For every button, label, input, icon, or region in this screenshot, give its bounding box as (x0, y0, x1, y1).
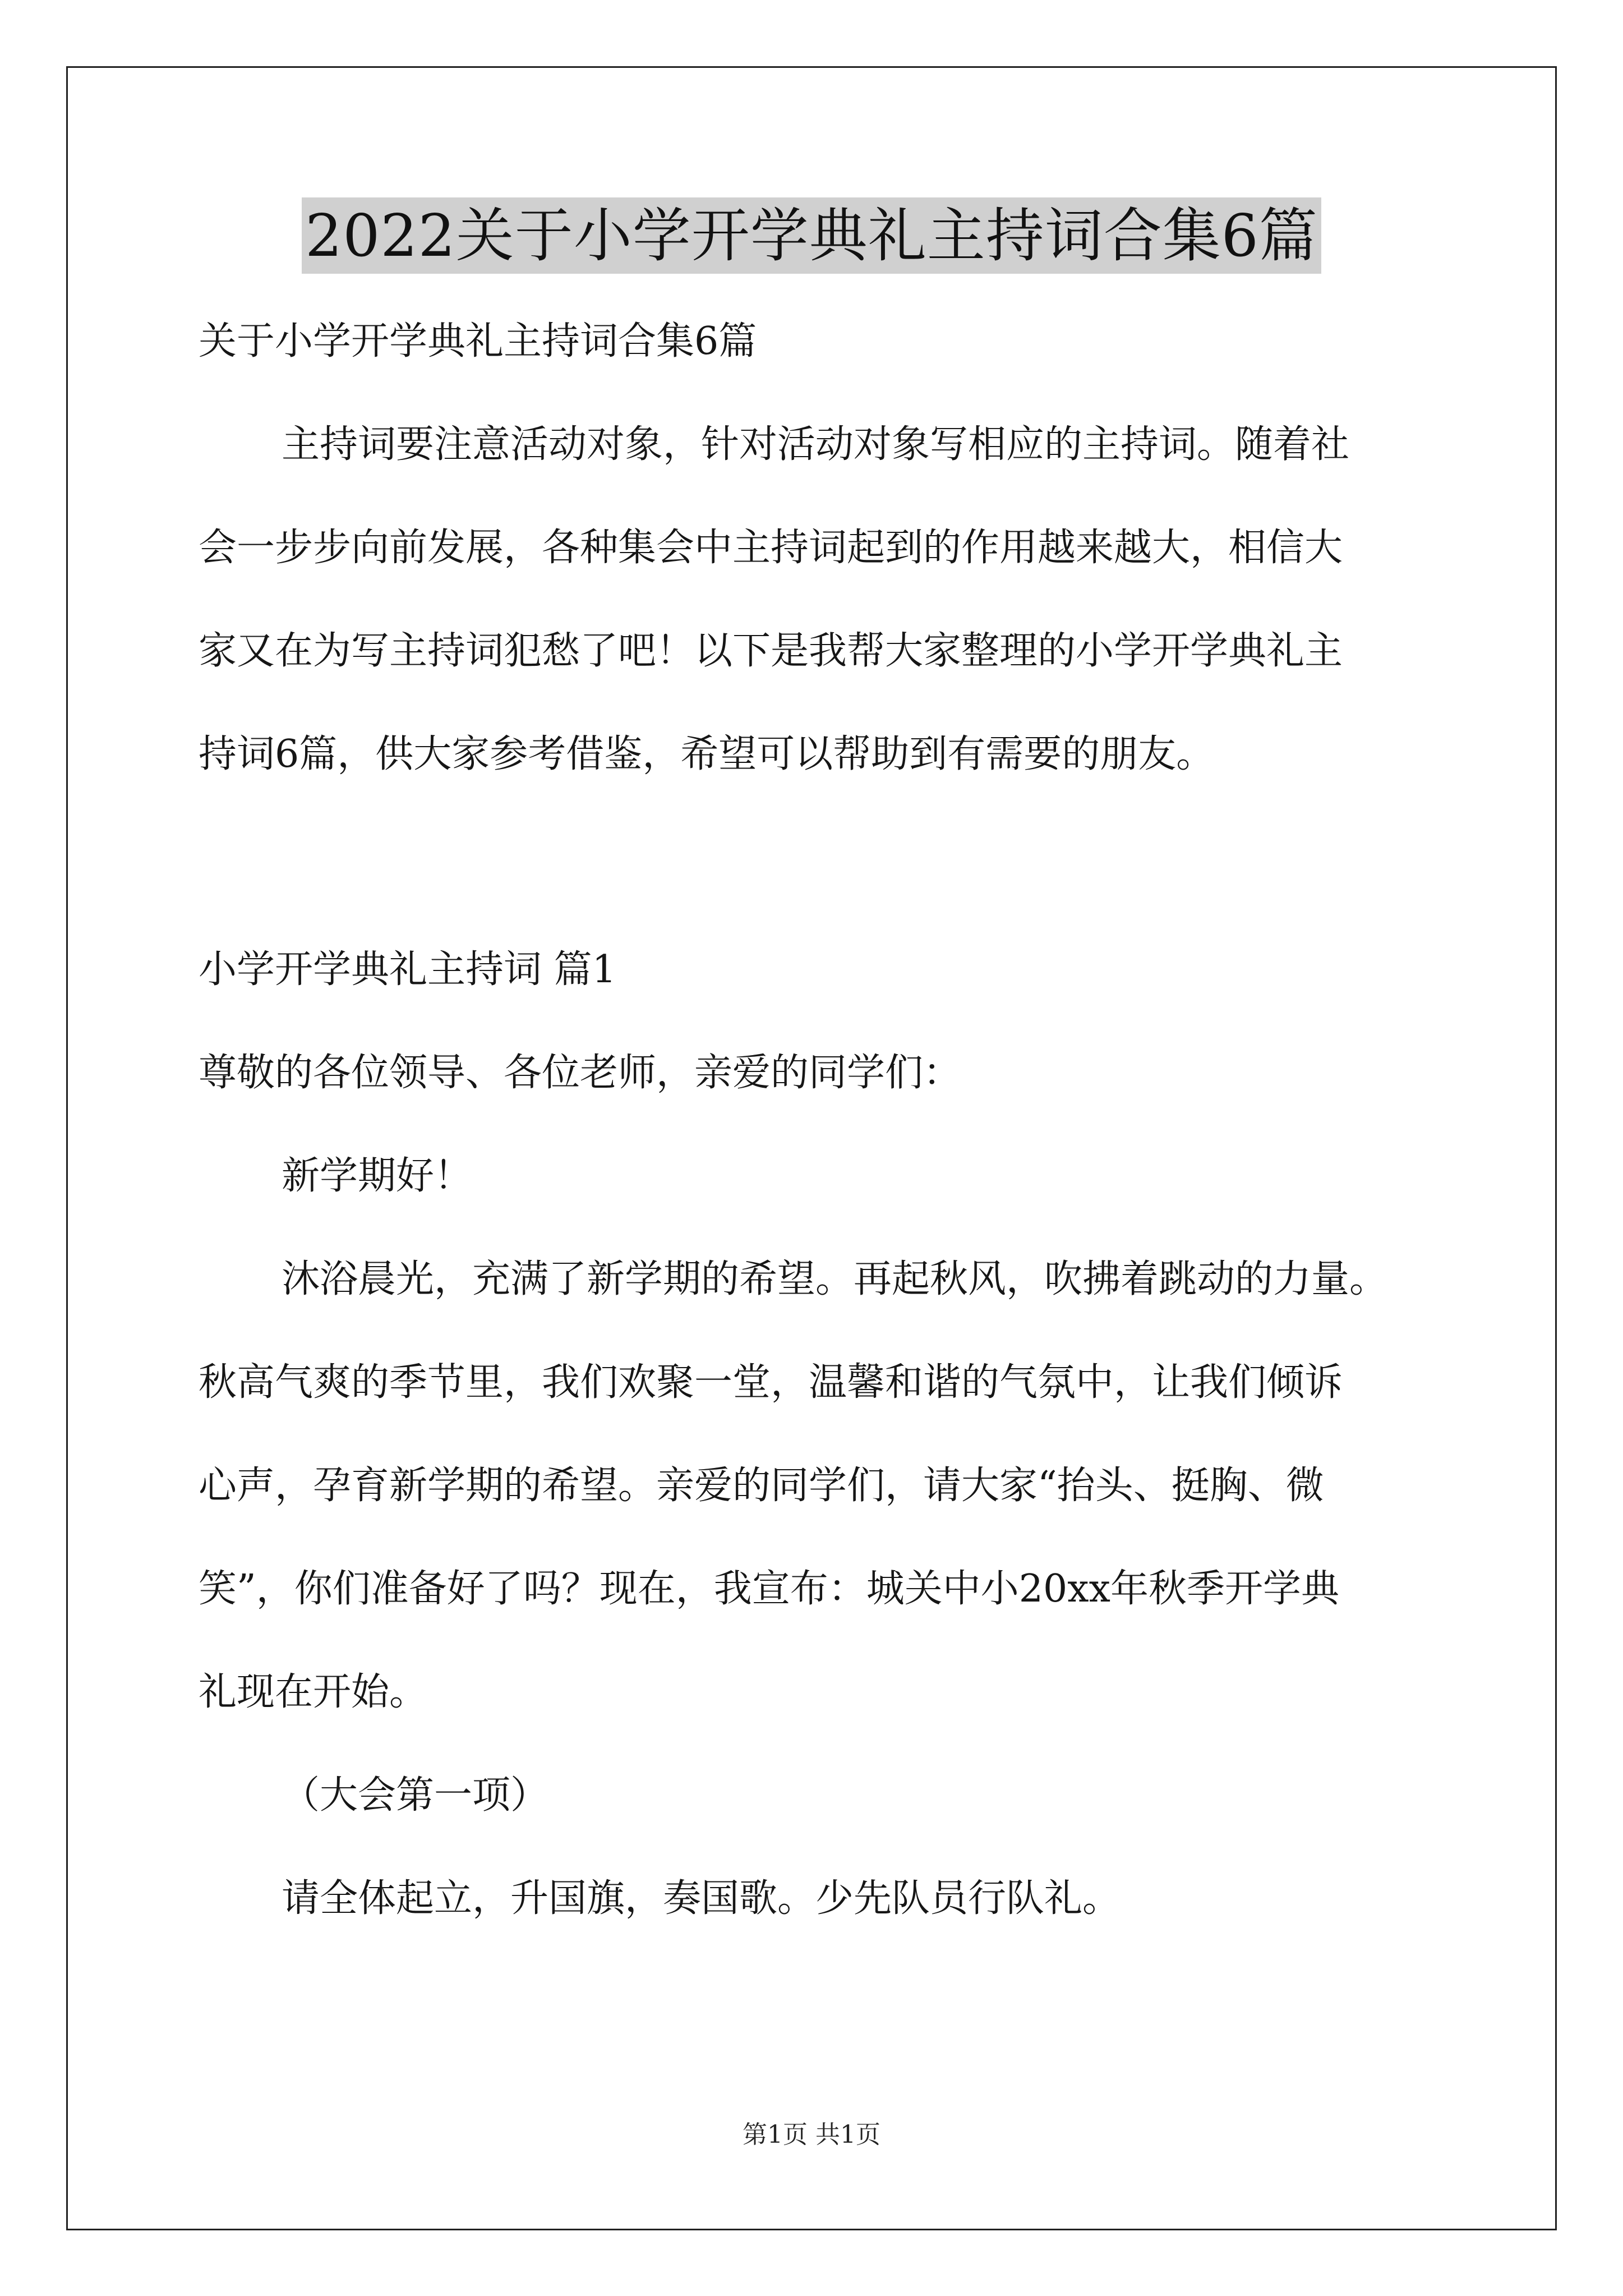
body-line-4: 笑”，你们准备好了吗？现在，我宣布：城关中小20xx年秋季开学典 (199, 1567, 1339, 1611)
section-heading: 小学开学典礼主持词 篇1 (199, 947, 616, 992)
intro-line-4: 持词6篇，供大家参考借鉴，希望可以帮助到有需要的朋友。 (199, 732, 1215, 776)
new-term-greeting: 新学期好！ (282, 1154, 473, 1198)
subtitle: 关于小学开学典礼主持词合集6篇 (199, 319, 757, 364)
intro-line-2: 会一步步向前发展，各种集会中主持词起到的作用越来越大，相信大 (199, 526, 1343, 570)
body-line-1: 沐浴晨光，充满了新学期的希望。再起秋风，吹拂着跳动的力量。 (282, 1257, 1388, 1301)
body-line-3: 心声，孕育新学期的希望。亲爱的同学们，请大家“抬头、挺胸、微 (199, 1464, 1324, 1508)
body-line-5: 礼现在开始。 (199, 1670, 428, 1714)
document-title: 2022关于小学开学典礼主持词合集6篇 (302, 197, 1321, 274)
page-footer: 第1页 共1页 (743, 2120, 880, 2149)
intro-line-3: 家又在为写主持词犯愁了吧！以下是我帮大家整理的小学开学典礼主 (199, 629, 1343, 673)
greeting: 尊敬的各位领导、各位老师，亲爱的同学们： (199, 1051, 962, 1095)
body-line-2: 秋高气爽的季节里，我们欢聚一堂，温馨和谐的气氛中，让我们倾诉 (199, 1360, 1343, 1405)
document-body (199, 314, 1432, 1926)
agenda-item: （大会第一项） (282, 1773, 549, 1818)
title-wrap (0, 197, 1623, 274)
intro-line-1: 主持词要注意活动对象，针对活动对象写相应的主持词。随着社 (282, 422, 1350, 467)
agenda-text: 请全体起立，升国旗，奏国歌。少先队员行队礼。 (282, 1876, 1121, 1921)
